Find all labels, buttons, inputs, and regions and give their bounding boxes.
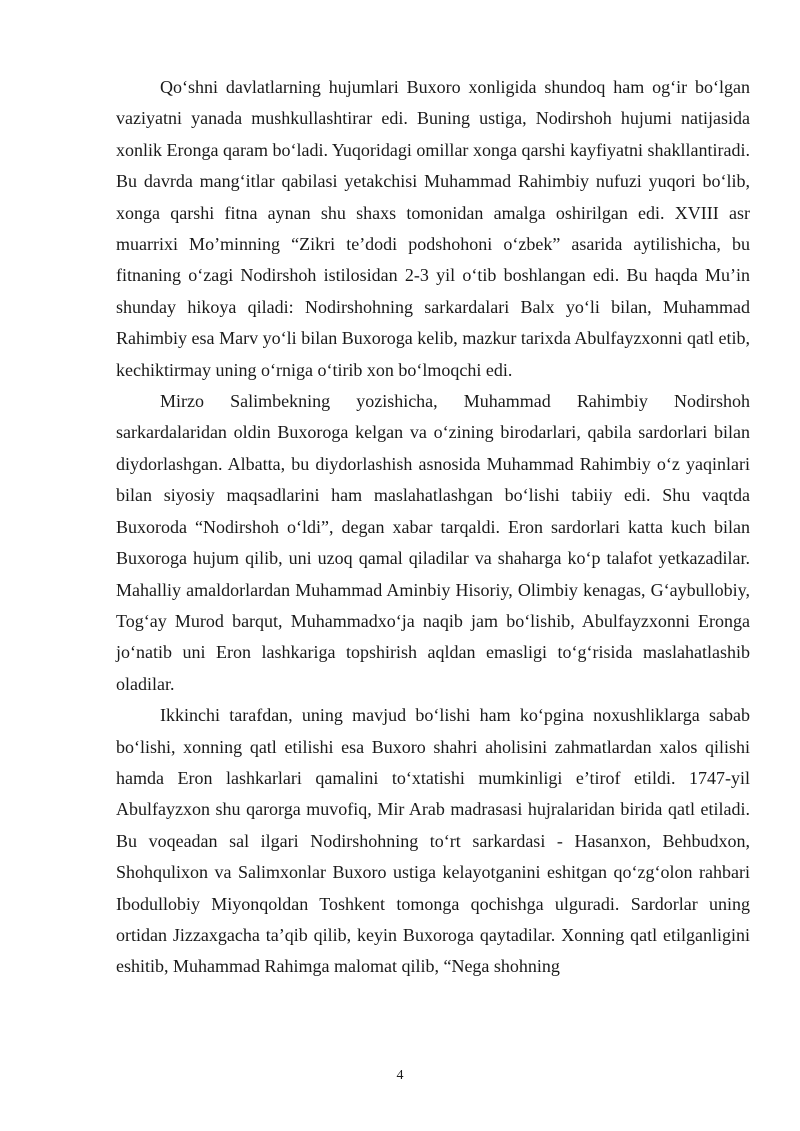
paragraph-3: Ikkinchi tarafdan, uning mavjud bo‘lishi ham ko‘pgina noxushliklarga sabab bo‘lishi, xonning qatl etilishi esa Buxoro shahri aholisini zahmatlardan xalos qilishi hamda Eron lashkarlari qamalini to‘xtatishi mumkinligi e’tirof etildi. 1747-yil Abulfayzxon shu qarorga muvofiq, Mir Arab madrasasi hujralaridan birida qatl etiladi. Bu voqeadan sal ilgari Nodirshohning to‘rt sarkardasi - Hasanxon, Behbudxon, Shohqulixon va Salimxonlar Buxoro ustiga kelayotganini eshitgan qo‘zg‘olon rahbari Ibodullobiy Miyonqoldan Toshkent tomonga qochishga ulguradi. Sardorlar uning ortidan Jizzaxgacha ta’qib qilib, keyin Buxoroga qaytadilar. Xonning qatl etilganligini eshitib, Muhammad Rahimga malomat qilib, “Nega shohning: [116, 705, 750, 977]
paragraph-1: Qo‘shni davlatlarning hujumlari Buxoro xonligida shundoq ham og‘ir bo‘lgan vaziyatni yanada mushkullashtirar edi. Buning ustiga, Nodirshoh hujumi natijasida xonlik Eronga qaram bo‘ladi. Yuqoridagi omillar xonga qarshi kayfiyatni shakllantiradi. Bu davrda mang‘itlar qabilasi yetakchisi Muhammad Rahimbiy nufuzi yuqori bo‘lib, xonga qarshi fitna aynan shu shaxs tomonidan amalga oshirilgan edi. XVIII asr muarrixi Mo’minning “Zikri te’dodi podshohoni o‘zbek” asarida aytilishicha, bu fitnaning o‘zagi Nodirshoh istilosidan 2-3 yil o‘tib boshlangan edi. Bu haqda Mu’in shunday hikoya qiladi: Nodirshohning sarkardalari Balx yo‘li bilan, Muhammad Rahimbiy esa Marv yo‘li bilan Buxoroga kelib, mazkur tarixda Abulfayzxonni qatl etib, kechiktirmay uning o‘rniga o‘tirib xon bo‘lmoqchi edi.: [116, 77, 750, 380]
paragraph-2: Mirzo Salimbekning yozishicha, Muhammad Rahimbiy Nodirshoh sarkardalaridan oldin Buxoroga kelgan va o‘zining birodarlari, qabila sardorlari bilan diydorlashgan. Albatta, bu diydorlashish asnosida Muhammad Rahimbiy o‘z yaqinlari bilan siyosiy maqsadlarini ham maslahatlashgan bo‘lishi tabiiy edi. Shu vaqtda Buxoroda “Nodirshoh o‘ldi”, degan xabar tarqaldi. Eron sardorlari katta kuch bilan Buxoroga hujum qilib, uni uzoq qamal qiladilar va shaharga ko‘p talafot yetkazadilar. Mahalliy amaldorlardan Muhammad Aminbiy Hisoriy, Olimbiy kenagas, G‘aybullobiy, Tog‘ay Murod barqut, Muhammadxo‘ja naqib jam bo‘lishib, Abulfayzxonni Eronga jo‘natib uni Eron lashkariga topshirish aqldan emasligi to‘g‘risida maslahatlashib oladilar.: [116, 391, 750, 694]
page-number: 4: [396, 1068, 404, 1083]
document-page: [116, 72, 750, 983]
